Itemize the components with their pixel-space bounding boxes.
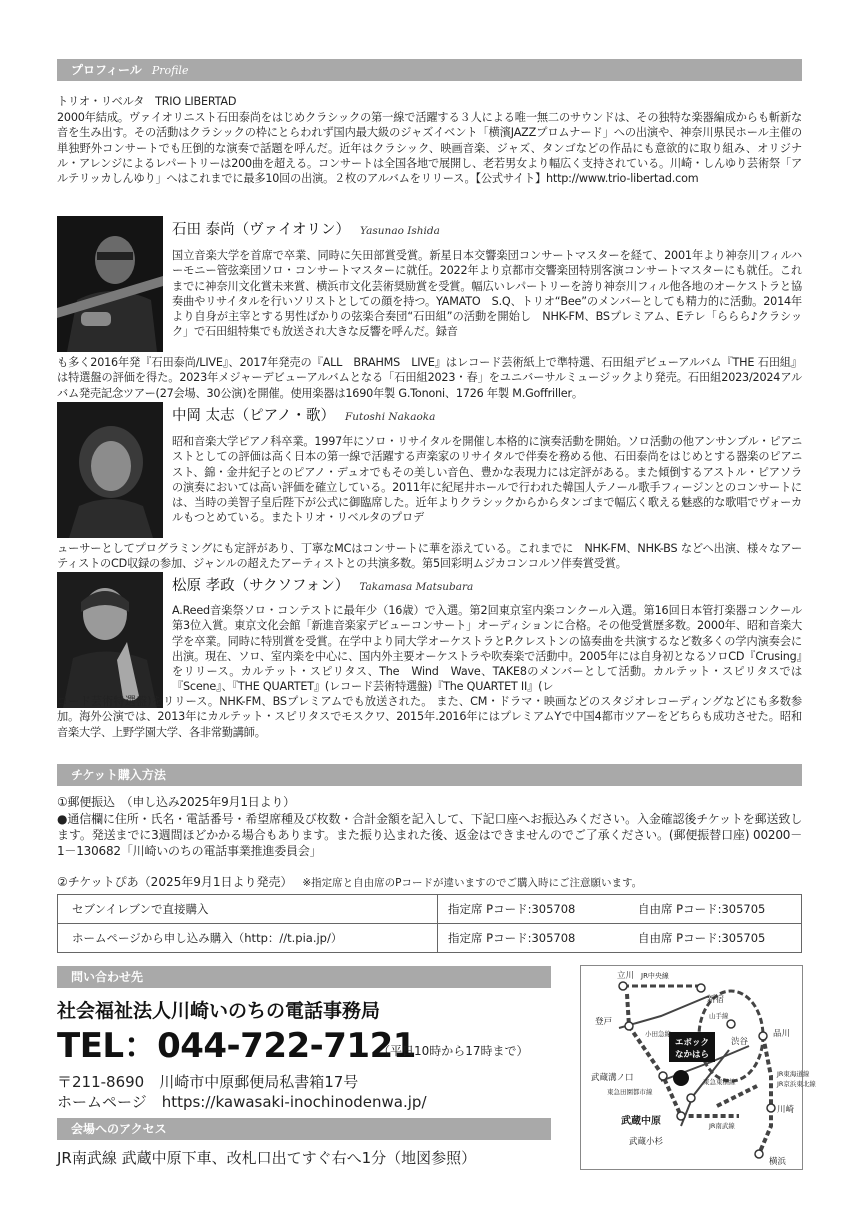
postal-title: ①郵便振込 （申し込み2025年9月1日より） — [57, 795, 295, 809]
ticket-method: セブンイレブンで直接購入 — [58, 895, 438, 924]
contact-tel: TEL：044-722-7121 — [57, 1026, 416, 1066]
map-label-keihin: JR京浜東北線 — [777, 1080, 816, 1088]
map-label-yamanote: 山手線 — [709, 1012, 729, 1020]
profile-heading-bar — [57, 59, 802, 81]
ticket-reserved-code: 指定席 Pコード:305708 — [438, 895, 629, 924]
member-name-ja-3: 松原 孝政（サクソフォン） — [172, 578, 350, 594]
member-photo-matsubara — [57, 572, 163, 708]
member-bio-3b: コード芸術特選盤)をリリース。NHK-FM、BSプレミアムでも放送された。 また、CM・ドラマ・映画などのスタジオレコーディングなどにも多数参加。海外公演では、2013年にカルテット・スピリタスでモスクワ、2015年.2016年にはプレミアムYで中国4都市ツアーをどちらも成功させた。昭和音楽大学、上野学園大学、各非常勤講師。 — [57, 695, 802, 739]
contact-website[interactable]: ホームページ https://kawasaki-inochinodenwa.jp/ — [57, 1093, 427, 1111]
map-label-chuo: JR中央線 — [641, 972, 669, 980]
member-bio-2a: 昭和音楽大学ピアノ科卒業。1997年にソロ・リサイタルを開催し本格的に演奏活動を開始。ソロ活動の他アンサンブル・ピアニストとしての評価は高く日本の第一線で活躍する声楽家のリサイタルで伴奏を務める他、石田泰尚をはじめとする器楽のピアニスト、錦・金井紀子とのピアノ・デュオでもその美しい音色、豊かな表現力には定評がある。また傾倒するアストル・ピアソラの演奏においては高い評価を確立している。2011年に紀尾井ホールで行われた韓国人テノール歌手フィージンとのコンサートには、当時の美智子皇后陛下が公式に御臨席した。近年よりクラシックからからタンゴまで幅広く歌える魅惑的な歌唱でヴォーカルもつとめている。またトリオ・リベルタのプロデ — [172, 435, 802, 525]
map-label-noborito: 登戸 — [595, 1017, 613, 1027]
access-map — [580, 965, 816, 1170]
ticket-table — [57, 894, 802, 953]
map-label-odakyu: 小田急線 — [645, 1030, 671, 1038]
map-label-shinagawa: 品川 — [773, 1029, 791, 1039]
profile-heading: プロフィール — [71, 63, 142, 77]
table-row — [58, 895, 802, 924]
ticket-reserved-code: 指定席 Pコード:305708 — [438, 924, 629, 953]
group-name: トリオ・リベルタ TRIO LIBERTAD — [57, 95, 237, 108]
pia-line — [57, 874, 802, 891]
map-label-musashinakahara: 武蔵中原 — [621, 1116, 661, 1127]
member-name-ja-2: 中岡 太志（ピアノ・歌） — [172, 408, 335, 424]
access-heading: 会場へのアクセス — [71, 1122, 167, 1136]
member-photo-nakaoka — [57, 402, 163, 538]
ticket-free-code: 自由席 Pコード:305705 — [628, 924, 802, 953]
map-label-nambu: JR南武線 — [709, 1122, 735, 1130]
member-photo-ishida — [57, 216, 163, 352]
map-label-shinjuku: 新宿 — [707, 995, 725, 1005]
member-bio-1a: 国立音楽大学を首席で卒業、同時に矢田部賞受賞。新星日本交響楽団コンサートマスターを経て、2001年より神奈川フィルハーモニー管弦楽団ソロ・コンサートマスターに就任。2022年より京都市交響楽団特別客演コンサートマスターにも就任。これまでに神奈川文化賞未来賞、横浜市文化芸術奨励賞を受賞。幅広いレパートリーを誇り神奈川フィル他各地のオーケストラと協奏曲やリサイタルを行いソリストとしての顔を持つ。YAMATO S.Q、トリオ“Bee”のメンバーとしても精力的に活動。2014年より自身が主宰とする男性ばかりの弦楽合奏団“石田組”の活動を開始し NHK-FM、BSプレミアム、Eテレ「ららら♪クラシック」で石田組特集でも放送され大きな反響を呼んだ。録音 — [172, 249, 802, 339]
member-bio-1b: も多く2016年発『石田泰尚/LIVE』、2017年発売の『ALL BRAHMS LIVE』はレコード芸術紙上で準特選、石田組デビューアルバム『THE 石田組』は特選盤の評価を得た。2023年メジャーデビューアルバムとなる「石田組2023・春」をユニバーサルミュージックより発売。石田組2023/2024アルバム発売記念ツアー(27会場、30公演)を開催。使用楽器は1690年製 G.Tononi、1726 年製 M.Goffriller。 — [57, 356, 802, 400]
ticket-method: ホームページから申し込み購入（http：//t.pia.jp/） — [58, 924, 438, 953]
postal-text: ●通信欄に住所・氏名・電話番号・希望席種及び枚数・合計金額を記入して、下記口座へお振込みください。入金確認後チケットを郵送致します。発送までに3週間ほどかかる場合もあります。また振り込まれた後、返金はできませんのでご了承ください。(郵便振替口座) 00200－1－130682「川崎いのちの電話事業推進委員会」 — [57, 812, 802, 858]
member-name-en-1: Yasunao Ishida — [360, 225, 440, 237]
tickets-heading-bar — [57, 764, 802, 786]
map-label-venue1: エポック — [675, 1038, 710, 1048]
member-bio-2b: ューサーとしてプログラミングにも定評があり、丁寧なMCはコンサートに華を添えている。これまでに NHK-FM、NHK-BS などへ出演、様々なアーティストのCD収録の参加、ジャンルの超えたアーティストとの共演多数。第5回彩明ムジカコンコルソ伴奏賞受賞。 — [57, 542, 802, 571]
pia-title: ②チケットぴあ（2025年9月1日より発売） — [57, 875, 293, 889]
map-label-yokohama: 横浜 — [769, 1157, 787, 1167]
map-label-tokaido: JR東海道線 — [777, 1070, 810, 1078]
tickets-heading: チケット購入方法 — [71, 768, 166, 782]
member-name-1 — [172, 218, 440, 239]
table-row — [58, 924, 802, 953]
pia-note: ※指定席と自由席のPコードが違いますのでご購入時にご注意願います。 — [302, 877, 643, 889]
access-heading-bar — [57, 1118, 551, 1140]
member-name-2 — [172, 404, 435, 425]
contact-address: 〒211-8690 川崎市中原郵便局私書箱17号 — [57, 1073, 359, 1091]
access-text: JR南武線 武蔵中原下車、改札口出てすぐ右へ1分（地図参照） — [57, 1149, 477, 1167]
map-label-musashimizonokuchi: 武蔵溝ノ口 — [591, 1073, 634, 1083]
member-name-3 — [172, 574, 473, 595]
member-name-en-2: Futoshi Nakaoka — [344, 411, 436, 423]
map-label-venue2: なかはら — [675, 1050, 710, 1060]
map-label-shibuya: 渋谷 — [731, 1037, 749, 1047]
member-name-ja-1: 石田 泰尚（ヴァイオリン） — [172, 222, 351, 238]
contact-heading: 問い合わせ先 — [71, 970, 144, 984]
venue-marker — [673, 1070, 689, 1086]
contact-heading-bar — [57, 966, 551, 988]
ticket-free-code: 自由席 Pコード:305705 — [628, 895, 802, 924]
contact-hours: （平日10時から17時まで） — [378, 1044, 529, 1058]
group-text: 2000年結成。ヴァイオリニスト石田泰尚をはじめクラシックの第一線で活躍する３人による唯一無二のサウンドは、その独特な楽器編成からも斬新な音を生み出す。その活動はクラシックの枠にとらわれず国内最大級のジャズイベント「横濱JAZZプロムナード」への出演や、神奈川県民ホール主催の単独野外コンサートでも圧倒的な演奏で話題を呼んだ。近年はクラシック、映画音楽、ジャズ、タンゴなどの作品にも意欲的に取り組み、オリジナル・アレンジによるレパートリーは200曲を超える。コンサートは全国各地で展開し、老若男女より幅広く支持されている。川崎・しんゆり芸術祭「アルテリッカしんゆり」へはこれまでに最多10回の出演。２枚のアルバムをリリース。【公式サイト】http://www.trio-libertad.com — [57, 111, 802, 186]
profile-heading-en: Profile — [151, 64, 189, 77]
member-name-en-3: Takamasa Matsubara — [359, 581, 474, 593]
map-label-toyoko: 東急東横線 — [703, 1078, 736, 1086]
map-label-musashikosugi: 武蔵小杉 — [629, 1137, 664, 1147]
map-label-tachikawa: 立川 — [617, 971, 635, 981]
contact-org: 社会福祉法人川崎いのちの電話事務局 — [57, 1000, 381, 1022]
map-label-kawasaki: 川崎 — [777, 1105, 795, 1115]
member-bio-3a: A.Reed音楽祭ソロ・コンテストに最年少（16歳）で入選。第2回東京室内楽コンクール入選。第16回日本管打楽器コンクール第3位入賞。東京文化会館「新進音楽家デビューコンサート」オーディションに合格。その他受賞歴多数。2000年、昭和音楽大学を卒業。同時に特別賞を受賞。在学中より同大学オーケストラとP.クレストンの協奏曲を共演するなど数多くの学内演奏会に出演。現在、ソロ、室内楽を中心に、国内外主要オーケストラや吹奏楽で活動中。2005年には自身初となるソロCD『Crusing』をリリース。カルテット・スピリタス、The Wind Wave、TAKE8のメンバーとして活動。カルテット・スピリタスでは『Scene』、『THE QUARTET』(レコード芸術特選盤)『The QUARTET II』(レ — [172, 604, 802, 694]
map-label-denentoshi: 東急田園都市線 — [607, 1088, 653, 1096]
